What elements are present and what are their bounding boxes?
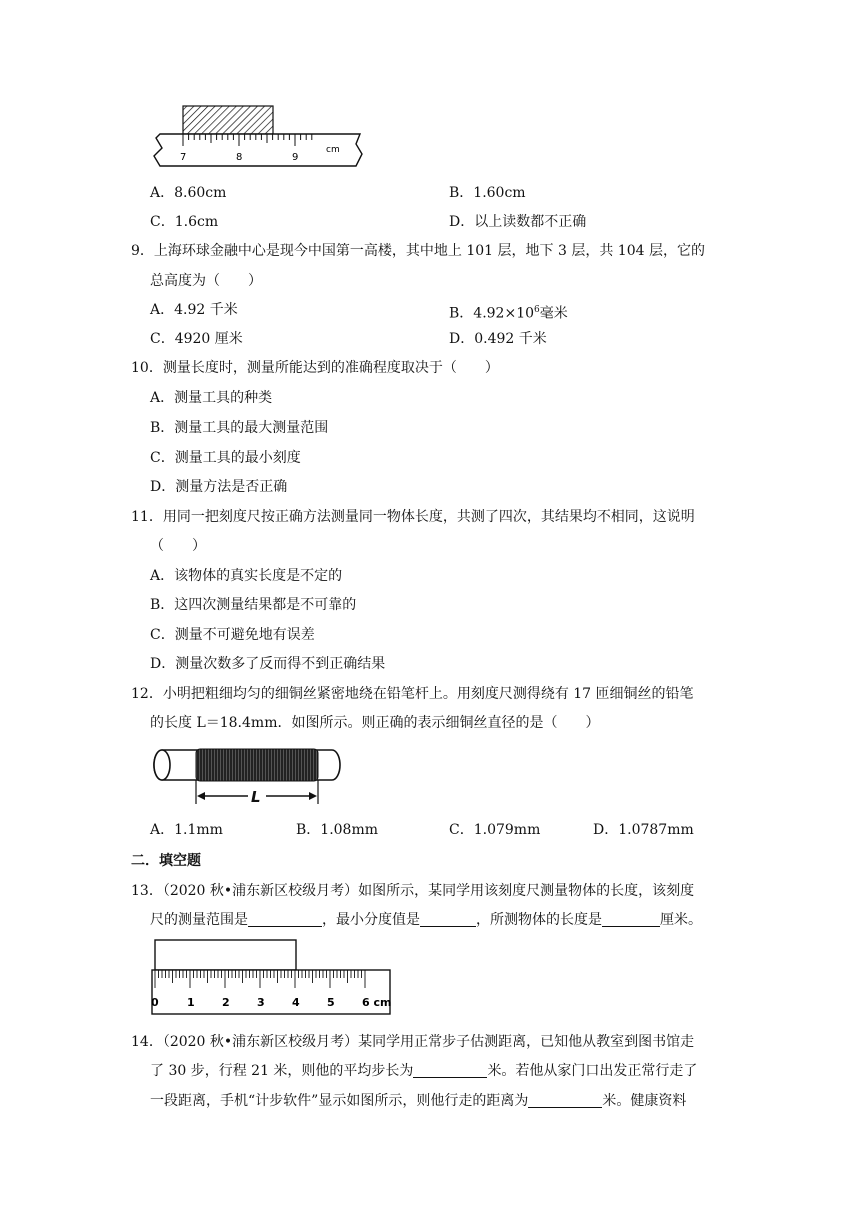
q10-option-b: B．测量工具的最大测量范围 [150, 420, 329, 436]
q8-option-b: B．1.60cm [449, 185, 526, 201]
q11-option-c: C．测量不可避免地有误差 [150, 627, 315, 643]
q13-ruler-figure [150, 938, 395, 1018]
q10-option-d: D．测量方法是否正确 [150, 479, 288, 495]
q14-stem-line1: 14．（2020 秋•浦东新区校级月考）某同学用正常步子估测距离，已知他从教室到图书馆走 [131, 1034, 695, 1050]
q9-option-b-base: B．4.92×10 [449, 305, 535, 322]
q13-blank-division[interactable] [420, 910, 476, 927]
q12-option-c: C．1.079mm [449, 822, 541, 838]
q13-blank-range[interactable] [248, 910, 322, 927]
q11-option-a: A．该物体的真实长度是不定的 [150, 568, 343, 584]
tick-label-8: 8 [236, 152, 243, 163]
tick-label-7: 7 [180, 152, 187, 163]
q13-stem-line1: 13．（2020 秋•浦东新区校级月考）如图所示，某同学用该刻度尺测量物体的长度，该刻度 [131, 883, 695, 899]
tick-label-9: 9 [292, 152, 299, 163]
q12-option-a: A．1.1mm [150, 822, 223, 838]
q10-option-a: A．测量工具的种类 [150, 390, 273, 406]
ruler-label-0: 0 [151, 996, 159, 1009]
length-label: L [251, 788, 261, 806]
q13-text-division: ，最小分度值是 [322, 912, 420, 928]
q9-option-d: D．0.492 千米 [449, 331, 547, 347]
q9-option-c: C．4920 厘米 [150, 331, 243, 347]
q14-text-step: 了 30 步，行程 21 米，则他的平均步长为 [150, 1063, 414, 1079]
q14-text-health: 米。健康资料 [602, 1093, 687, 1109]
q9-stem-line2: 总高度为（ ） [150, 273, 262, 289]
unit-label: cm [326, 145, 340, 155]
q9-option-b-exponent: 6 [534, 305, 540, 315]
q8-option-a: A．8.60cm [150, 185, 227, 201]
ruler-label-3: 3 [257, 996, 265, 1009]
q8-option-c: C．1.6cm [150, 214, 219, 230]
q9-stem-line1: 9．上海环球金融中心是现今中国第一高楼，其中地上 101 层，地下 3 层，共 104 层，它的 [131, 243, 705, 259]
q12-stem-line1: 12．小明把粗细均匀的细铜丝紧密地绕在铅笔杆上。用刻度尺测得绕有 17 匝细铜丝的铅笔 [131, 686, 694, 702]
q13-text-unit: 厘米。 [660, 912, 702, 928]
q11-option-b: B．这四次测量结果都是不可靠的 [150, 597, 357, 613]
pencil-end [154, 750, 170, 780]
q10-option-c: C．测量工具的最小刻度 [150, 450, 301, 466]
q12-option-d: D．1.0787mm [593, 822, 694, 838]
ruler-label-5: 5 [327, 996, 335, 1009]
section-fill-in-title: 二．填空题 [131, 853, 201, 869]
q8-option-d: D．以上读数都不正确 [449, 214, 587, 230]
q14-stem-line3 [150, 1091, 686, 1111]
q9-option-b [449, 300, 568, 324]
q11-stem-line1: 11．用同一把刻度尺按正确方法测量同一物体长度，共测了四次，其结果均不相同，这说明 [131, 509, 695, 525]
copper-coil [196, 749, 318, 781]
q14-blank-distance[interactable] [528, 1091, 602, 1108]
q14-stem-line2 [150, 1061, 697, 1081]
q14-text-distance: 一段距离，手机“计步软件”显示如图所示，则他行走的距离为 [150, 1093, 529, 1109]
ruler-label-1: 1 [187, 996, 195, 1009]
ruler-label-2: 2 [222, 996, 230, 1009]
q11-option-d: D．测量次数多了反而得不到正确结果 [150, 656, 386, 672]
arrow-head-right [309, 792, 317, 800]
q13-text-length: ，所测物体的长度是 [476, 912, 602, 928]
ruler-label-6: 6 cm [362, 996, 392, 1009]
q9-option-a: A．4.92 千米 [150, 302, 238, 318]
ruler-label-4: 4 [292, 996, 300, 1009]
q9-option-b-unit: 毫米 [539, 305, 568, 322]
q10-stem: 10．测量长度时，测量所能达到的准确程度取决于（ ） [131, 360, 499, 376]
arrow-head-left [197, 792, 205, 800]
q11-stem-line2: （ ） [150, 538, 206, 554]
measured-object [155, 940, 296, 970]
q12-stem-line2: 的长度 L＝18.4mm．如图所示。则正确的表示细铜丝直径的是（ ） [150, 715, 600, 731]
q8-ruler-figure [150, 100, 370, 175]
q12-option-b: B．1.08mm [296, 822, 379, 838]
q14-blank-step-length[interactable] [413, 1061, 487, 1078]
q14-text-walk: 米。若他从家门口出发正常行走了 [487, 1063, 698, 1079]
q13-stem-line2 [150, 910, 702, 930]
q13-blank-length[interactable] [602, 910, 660, 927]
q12-coil-figure [150, 740, 350, 810]
q13-text-range: 尺的测量范围是 [150, 912, 248, 928]
measured-block [183, 106, 273, 134]
